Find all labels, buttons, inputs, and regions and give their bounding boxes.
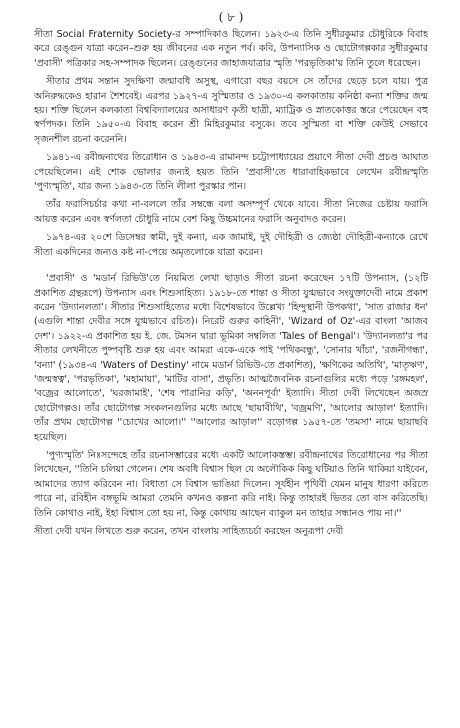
page-number: ( ৮ ) [218, 10, 244, 24]
paragraph-quote: 'পুণ্যস্মৃতি' নিঃসন্দেহে তাঁর রচনাসম্ভারের মধ্যে একটি আলোকস্তম্ভ। রবীন্দ্রনাথের তিরোধানের পর সীতা লিখেছেন, ''তিনি চলিয়া গেলেন। শেষ অবধি বিশ্বাস ছিল যে অলৌকিক কিছু ঘটিয়াও তিনি থাকিয়া যাইবেন, আমাদের ত্যাগ করিবেন না। বিধাতা সে বিশ্বাস ভাঙিয়া দিলেন। সূর্যহীন পৃথিবী যেমন মানুষ ধারণা করিতে পারে না, রবিহীন বঙ্গভূমি আমরা তেমনি কখনও কল্পনা করি নাই। কিন্তু তাহারই ভিতর তো বাস করিতেছি। তিনি কোথাও নাই, ইহা বিশ্বাস তো হয় না, কিন্তু কোথায় আছেন ব্যাকুল মন তাহার সন্ধানও পায় না।'' [34, 449, 428, 519]
paragraph-punyasmriti: ১৯৪১-এ রবীন্দ্রনাথের তিরোধান ও ১৯৪৩-এ রামানন্দ চট্টোপাধ্যায়ের প্রয়াণে সীতা দেবী প্রচণ্ড আঘাত পেয়েছিলেন। এই শোক ভোলার জন্যই হয়ত তিনি 'প্রবাসী'তে ধারাবাহিকভাবে লেখেন রবীন্দ্রস্মৃতি 'পুণ্যস্মৃতি', যার জন্য ১৯৪৩-তে তিনি লীলা পুরস্কার পান। [34, 152, 428, 193]
section-gap [34, 264, 428, 272]
paragraph-marriage: সীতা Social Fraternity Society-র সম্পাদিকাও ছিলেন। ১৯২৩-এ তিনি সুধীরকুমার চৌধুরিকে বিবাহ করে রেঙ্গুন যাত্রা করেন–শুরু হয় জীবনের এক নতুন পর্ব। কবি, উপন্যাসিক ও ছোটোগল্পকার সুধীরকুমার 'প্রবাসী' পত্রিকার সহ-সম্পাদক ছিলেন। রেঙ্গুনের জাহাজযাত্রার স্মৃতি 'পরভৃতিকা'য় তিনি তুলে ধরেছেন। [34, 29, 428, 69]
paragraph-works: 'প্রবাসী' ও 'মডার্ন রিভিউ'তে নিয়মিত লেখা ছাড়াও সীতা রচনা করেছেন ১৭টি উপন্যাস, (১২টি প্রকাশিত গ্রন্থরূপে) উপন্যাস এবং শিশুসাহিত্য। ১৯১৮-তে শান্তা ও সীতা যুগ্মভাবে সংযুক্তাদেবী নামে প্রকাশ করেন 'উদ্যানলতা'। সীতার শিশুসাহিত্যের মধ্যে বিশেষভাবে উল্লেখ্য 'হিন্দুস্থানী উপকথা', 'সাত রাজার ধন' (এগুলি শান্তা দেবীর সঙ্গে যুগ্মভাবে রচিত)। নিরেট গুরুর কাহিনী', 'Wizard of Oz'-এর বাংলা 'আজব দেশ'। ১৯২২-এ প্রকাশিত হয় ই. জে. টমসন দ্বারা ভূমিকা সম্বলিত 'Tales of Bengal'। 'উদ্যানলতা'র পর সীতার লেখনীতে পুষ্পবৃষ্টি শুরু হয় এবং আমরা একে-একে পাই 'পথিকবন্ধু', 'সোনার খাঁচা', 'রজনীগন্ধা', 'বন্যা' (১৯৩৪-এ 'Waters of Destiny' নামে মডার্ন রিভিউ-তে প্রকাশিত), 'ক্ষণিকের অতিথি', 'মাতৃঋণ', 'জন্মস্বত্ব', 'পরভৃতিকা', 'মহামায়া', 'মাটির বাসা', প্রভৃতি। আত্মজৈবনিক রচনাগুলির মধ্যে পড়ে 'রঙ্গমহল', 'বজ্রের আলোতে', 'ঘরজামাই', 'শেষ পারানির কড়ি', 'অননপূর্বা' ইত্যাদি। সীতা দেবী লিখেছেন অজস্র ছোটোগল্পও। তাঁর ছোটোগল্প সংকলনগুলির মধ্যে আছে 'ছায়াবীথি', 'বজ্রমণি', 'আলোর আড়াল' ইত্যাদি। তাঁর প্রথম ছোটোগল্প ''চোখের আলো।'' ''আলোর আড়াল'' বড়োগল্প ১৯৫৭-তে 'তমসা' নামে ছায়াছবি হয়েছিল। [34, 273, 428, 443]
paragraph-death: ১৯৭৪-এর ২০শে ডিসেম্বর স্বামী, দুই কন্যা, এক জামাই, দুই দৌহিত্রী ও জ্যেষ্ঠা দৌহিত্রী-কন্যাকে রেখে সীতা একদিনের জন্যও কষ্ট না-পেয়ে অমৃতলোকে যাত্রা করেন। [34, 232, 428, 258]
paragraph-closing: সীতা দেবী যখন লিখতে শুরু করেন, তখন বাংলায় সাহিত্যচর্চা করছেন অনুরূপা দেবী [34, 526, 344, 537]
paragraph-french: তাঁর ফরাসিচর্চার কথা না-বললে তাঁর সম্বন্ধে বলা অসম্পূর্ণ থেকে যাবে। সীতা নিজের চেষ্টায় ফরাসি আয়ত্ত করেন এবং স্বর্ণলতা চৌধুরি নামে বেশ কিছু উচ্চমানের ফরাসি অনুবাদও করেন। [34, 199, 428, 225]
document-page [34, 8, 428, 720]
paragraph-children: সীতার প্রথম সন্তান সুদক্ষিণা জন্মাবধি অসুস্থ, এগারো বছর বয়সে সে তাঁদের ছেড়ে চলে যায়। পুত্র অনিরুদ্ধকেও হারান শৈশবেই। এরপর ১৯২৭-এ সুস্মিতার ও ১৯৩০-এ কলকাতায় কনিষ্ঠা কন্যা শক্তির জন্ম হয়। শক্তি ছিলেন কলকাতা বিশ্ববিদ্যালয়ের অসাধারণ কৃতী ছাত্রী, ম্যাট্রিক ও স্নাতকোত্তর স্তরে পেয়েছেন বহু স্বর্ণপদক। তিনি ১৯৫০-এ বিবাহ করেন শ্রী মিহিরকুমার বসুকে। তবে সুস্মিতা বা শক্তি কেউই সেভাবে সৃজনশীল রচনা করেননি। [34, 76, 428, 145]
